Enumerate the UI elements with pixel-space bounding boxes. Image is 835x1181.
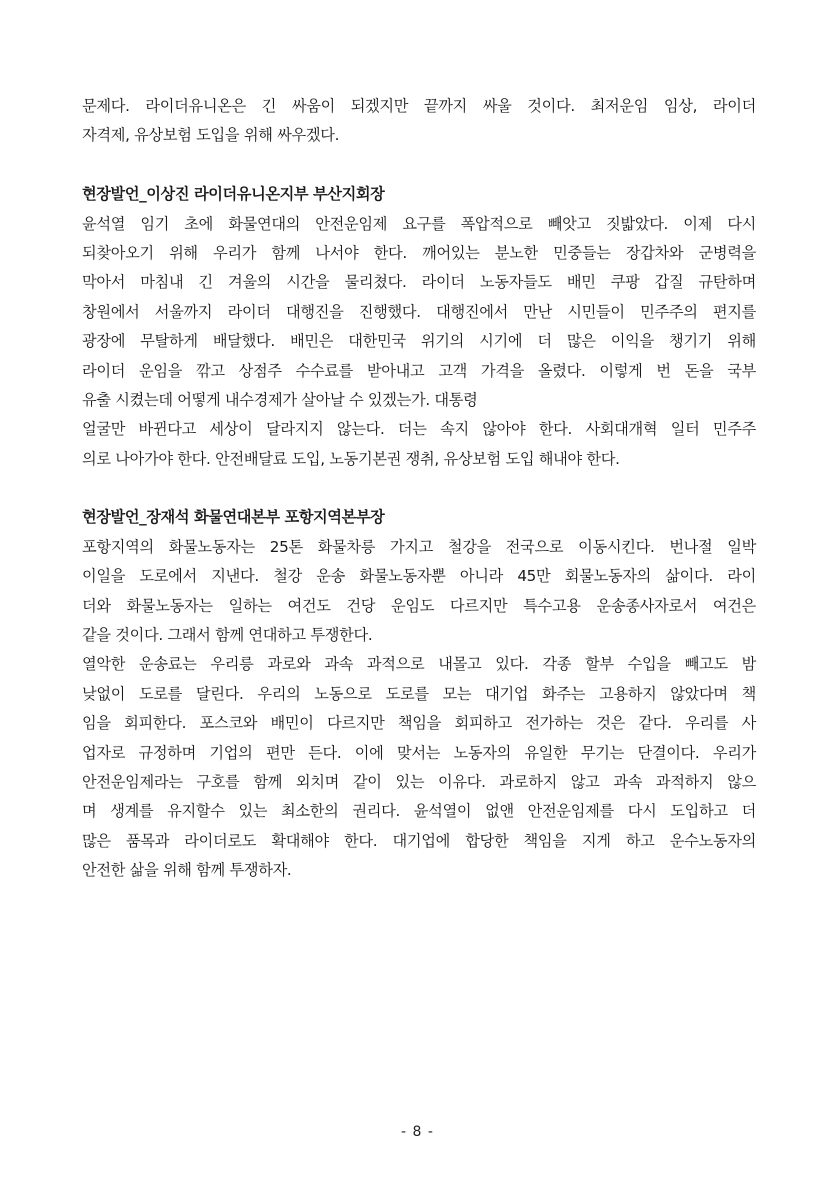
text-line: 임을 회피한다. 포스코와 배민이 다르지만 책임을 회피하고 전가하는 것은 같다. 우리를 사 (82, 714, 756, 733)
text-line: 의로 나아가야 한다. 안전배달료 도입, 노동기본권 쟁취, 유상보험 도입 해내야 한다. (82, 449, 620, 468)
page-number: - 8 - (401, 1124, 434, 1140)
text-line: 라이더 운임을 깎고 상점주 수수료를 받아내고 고객 가격을 올렸다. 이렇게 번 돈을 국부 (82, 361, 756, 380)
text-line: 윤석열 임기 초에 화물연대의 안전운임제 요구를 폭압적으로 빼앗고 짓밟았다. 이제 다시 (82, 214, 756, 233)
text-line: 막아서 마침내 긴 겨울의 시간을 물리쳤다. 라이더 노동자들도 배민 쿠팡 갑질 규탄하며 (82, 273, 756, 292)
text-line: 되찾아오기 위해 우리가 함께 나서야 한다. 깨어있는 분노한 민중들는 장갑차와 군병력을 (82, 243, 756, 262)
text-line: 포항지역의 화물노동자는 25톤 화물차릉 가지고 철강을 전국으로 이동시킨다. 번나절 일박 (82, 537, 756, 556)
paragraph-gap (82, 151, 756, 180)
text-line: 얼굴만 바뀐다고 세상이 달라지지 않는다. 더는 속지 않아야 한다. 사회대개혁 일터 민주주 (82, 420, 756, 439)
text-line: 안전운임제라는 구호를 함께 외치며 같이 있는 이유다. 과로하지 않고 과속 과적하지 않으 (82, 772, 756, 791)
section-speech-2 (82, 503, 756, 885)
text-line: 광장에 무탈하게 배달했다. 배민은 대한민국 위기의 시기에 더 많은 이익을 챙기기 위해 (82, 332, 756, 351)
paragraph-gap (82, 474, 756, 503)
text-line: 많은 품목과 라이더로도 확대해야 한다. 대기업에 합당한 책임을 지게 하고 운수노동자의 (82, 831, 756, 850)
text-line: 낮없이 도로를 달린다. 우리의 노동으로 도로를 모는 대기업 화주는 고용하지 않았다며 책 (82, 684, 756, 703)
text-line: 열악한 운송료는 우리릉 과로와 과속 과적으로 내몰고 있다. 각종 할부 수입을 빼고도 밤 (82, 655, 756, 674)
text-line: 업자로 규정하며 기업의 편만 든다. 이에 맞서는 노동자의 유일한 무기는 단결이다. 우리가 (82, 743, 756, 762)
text-line: 유출 시켰는데 어떻게 내수경제가 살아날 수 있겠는가. 대통령 (82, 390, 478, 409)
section-heading: 현장발언_장재석 화물연대본부 포항지역본부장 (82, 508, 385, 527)
text-line: 같을 것이다. 그래서 함께 연대하고 투쟁한다. (82, 626, 373, 645)
document-page (82, 92, 756, 886)
section-speech-1 (82, 180, 756, 474)
text-line: 안전한 삶을 위해 함께 투쟁하자. (82, 861, 292, 880)
text-line: 창원에서 서울까지 라이더 대행진을 진행했다. 대행진에서 만난 시민들이 민주주의 편지를 (82, 302, 756, 321)
text-line: 문제다. 라이더유니온은 긴 싸움이 되겠지만 끝까지 싸울 것이다. 최저운임 임상, 라이더 (82, 97, 756, 115)
section-heading: 현장발언_이상진 라이더유니온지부 부산지회장 (82, 185, 385, 204)
text-line: 자격제, 유상보험 도입을 위해 싸우겠다. (82, 126, 340, 145)
text-line: 이일을 도로에서 지낸다. 철강 운송 화물노동자뿐 아니라 45만 회물노동자의 삶이다. 라이 (82, 567, 756, 586)
text-line: 며 생계를 유지할수 있는 최소한의 권리다. 윤석열이 없앤 안전운임제를 다시 도입하고 더 (82, 802, 756, 821)
text-line: 더와 화물노동자는 일하는 여건도 건당 운임도 다르지만 특수고용 운송종사자로서 여건은 (82, 596, 756, 615)
intro-paragraph (82, 92, 756, 151)
